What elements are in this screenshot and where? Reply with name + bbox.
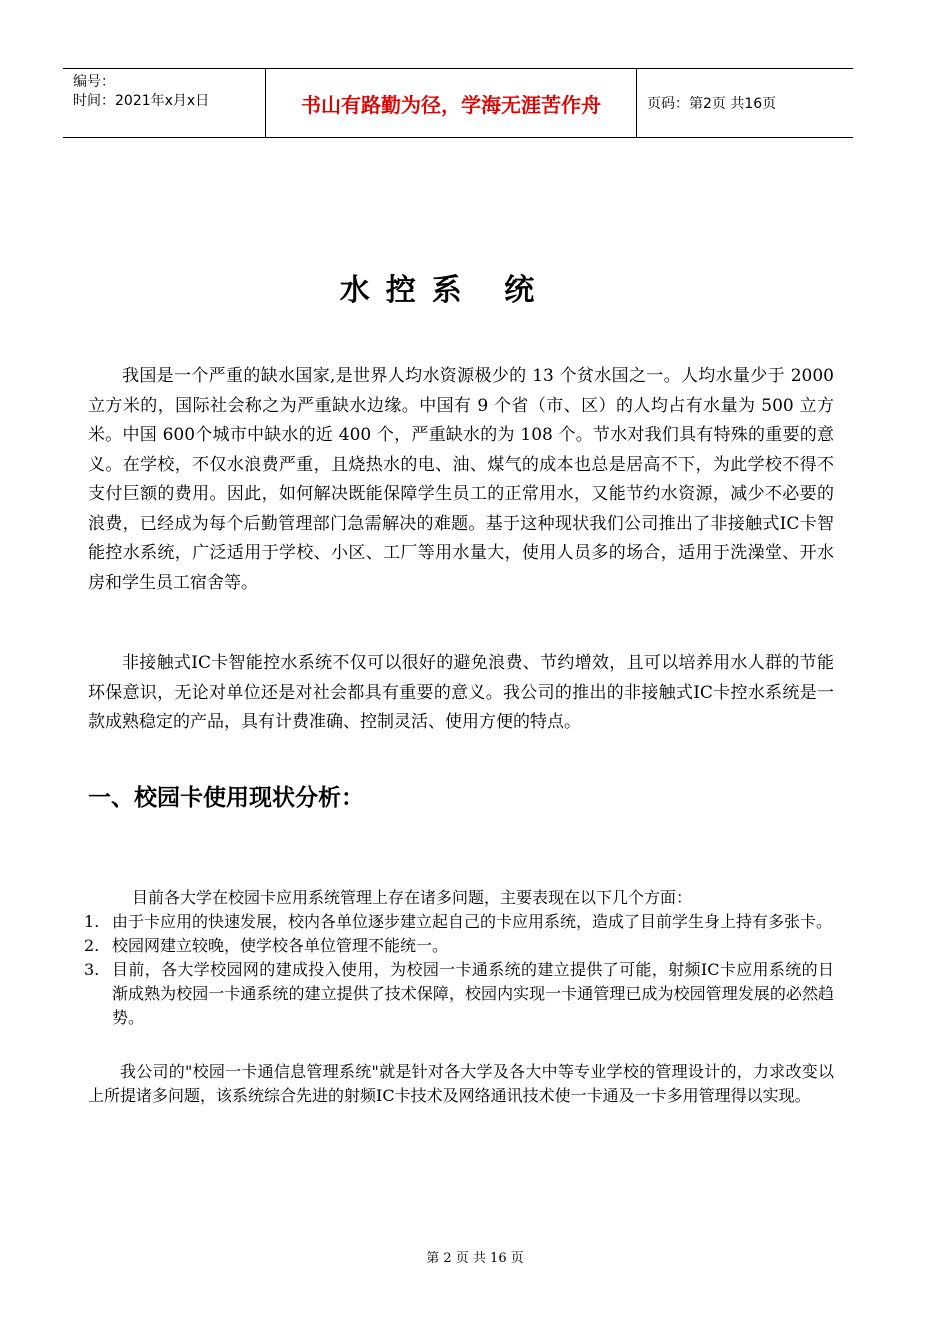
header-motto: 书山有路勤为径，学海无涯苦作舟 — [265, 69, 637, 137]
list-text: 目前，各大学校园网的建成投入使用，为校园一卡通系统的建立提供了可能，射频IC卡应用系统的日渐成熟为校园一卡通系统的建立提供了技术保障，校园内实现一卡通管理已成为校园管理发展的必然趋势。 — [112, 960, 834, 1027]
list-number: 1. — [84, 912, 100, 931]
list-item — [84, 958, 834, 1030]
document-title: 水控系 统 — [339, 273, 551, 308]
header-info — [63, 69, 265, 137]
list-text: 校园网建立较晚，使学校各单位管理不能统一。 — [112, 936, 449, 955]
list-number: 3. — [84, 960, 100, 979]
header-page-number: 页码：第2页 共16页 — [647, 96, 777, 112]
list-text: 由于卡应用的快速发展，校内各单位逐步建立起自己的卡应用系统，造成了目前学生身上持有多张卡。 — [112, 912, 833, 931]
list-number: 2. — [84, 936, 100, 955]
section-heading: 一、校园卡使用现状分析： — [88, 785, 364, 811]
list-item — [84, 934, 834, 958]
time-label: 时间：2021年x月x日 — [73, 93, 210, 109]
page-footer: 第 2 页 共 16 页 — [426, 1251, 524, 1266]
section-intro: 目前各大学在校园卡应用系统管理上存在诸多问题，主要表现在以下几个方面： — [132, 888, 693, 907]
paragraph-1: 我国是一个严重的缺水国家,是世界人均水资源极少的 13 个贫水国之一。人均水量少于 2000 立方米的，国际社会称之为严重缺水边缘。中国有 9 个省（市、区）的人均占有水量为 500 立方米。中国 600个城市中缺水的近 400 个，严重缺水的为 108 个。节水对我们具有特殊的重要的意义。在学校，不仅水浪费严重，且烧热水的电、油、煤气的成本也总是居高不下，为此学校不得不支付巨额的费用。因此，如何解决既能保障学生员工的正常用水，又能节约水资源，减少不必要的浪费，已经成为每个后勤管理部门急需解决的难题。基于这种现状我们公司推出了非接触式IC卡智能控水系统，广泛适用于学校、小区、工厂等用水量大，使用人员多的场合，适用于洗澡堂、开水房和学生员工宿舍等。 — [88, 366, 834, 593]
closing-paragraph: 我公司的"校园一卡通信息管理系统"就是针对各大学及各大中等专业学校的管理设计的，力求改变以上所提诸多问题，该系统综合先进的射频IC卡技术及网络通讯技术使一卡通及一卡多用管理得以实现。 — [88, 1062, 834, 1105]
list-item — [84, 910, 834, 934]
code-label: 编号： — [73, 74, 115, 90]
issue-list — [84, 910, 834, 1030]
paragraph-2: 非接触式IC卡智能控水系统不仅可以很好的避免浪费、节约增效，且可以培养用水人群的节能环保意识，无论对单位还是对社会都具有重要的意义。我公司的推出的非接触式IC卡控水系统是一款成熟稳定的产品，具有计费准确、控制灵活、使用方便的特点。 — [88, 653, 834, 732]
page-header — [63, 68, 853, 138]
